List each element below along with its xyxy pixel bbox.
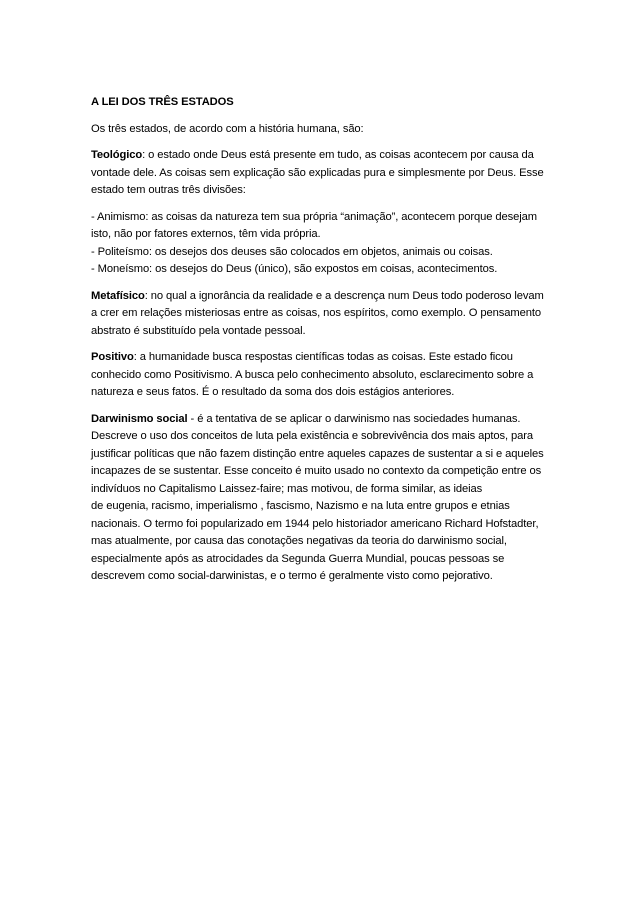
term-metafisico: Metafísico [91, 289, 145, 302]
paragraph-line: natureza e seus fatos. É o resultado da soma dos dois estágios anteriores. [91, 386, 455, 398]
paragraph-line: Positivo: a humanidade busca respostas científicas todas as coisas. Este estado ficou [91, 351, 513, 363]
paragraph-line: estado tem outras três divisões: [91, 184, 246, 196]
paragraph-line: de eugenia, racismo, imperialismo , fascismo, Nazismo e na luta entre grupos e etnias [91, 500, 510, 512]
paragraph-line: indivíduos no Capitalismo Laissez-faire; mas motivou, de forma similar, as ideias [91, 482, 483, 495]
teologico-paragraph [91, 147, 591, 200]
paragraph-line: abstrato é substituído pela vontade pessoal. [91, 324, 306, 337]
paragraph-line: Teológico: o estado onde Deus está presente em tudo, as coisas acontecem por causa da [91, 149, 534, 161]
metafisico-paragraph [91, 288, 591, 341]
paragraph-line: incapazes de se sustentar. Esse conceito é muito usado no contexto da competição entre os [91, 465, 542, 477]
paragraph-line: - Moneísmo: os desejos do Deus (único), são expostos em coisas, acontecimentos. [91, 263, 498, 275]
paragraph-line: isto, não por fatores externos, têm vida própria. [91, 228, 321, 240]
darwinismo-paragraph [91, 411, 591, 586]
paragraph-line: Metafísico: no qual a ignorância da realidade e a descrença num Deus todo poderoso levam [91, 289, 544, 302]
paragraph-line: Darwinismo social - é a tentativa de se aplicar o darwinismo nas sociedades humanas. [91, 412, 521, 425]
paragraph-line: a crer em relações misteriosas entre as coisas, nos espíritos, como exemplo. O pensamento [91, 307, 541, 319]
divisoes-paragraph [91, 209, 591, 279]
paragraph-line: justificar políticas que não fazem distinção entre aqueles capazes de sustentar a si e aqueles [91, 447, 544, 460]
term-teologico: Teológico [91, 149, 143, 161]
paragraph-line: nacionais. O termo foi popularizado em 1944 pelo historiador americano Richard Hofstadter, [91, 517, 539, 530]
paragraph-line: - Politeísmo: os desejos dos deuses são colocados em objetos, animais ou coisas. [91, 245, 493, 258]
positivo-paragraph [91, 349, 591, 402]
page-title: A LEI DOS TRÊS ESTADOS [91, 96, 234, 108]
intro-paragraph: Os três estados, de acordo com a história humana, são: [91, 122, 364, 135]
paragraph-line: especialmente após as atrocidades da Segunda Guerra Mundial, poucas pessoas se [91, 552, 505, 565]
term-darwinismo-social: Darwinismo social [91, 412, 188, 425]
paragraph-line: descrevem como social-darwinistas, e o termo é geralmente visto como pejorativo. [91, 570, 493, 582]
paragraph-line: Descreve o uso dos conceitos de luta pela existência e sobrevivência dos mais aptos, para [91, 430, 533, 442]
paragraph-line: mas atualmente, por causa das conotações negativas da teoria do darwinismo social, [91, 535, 507, 547]
document-body [91, 94, 591, 595]
paragraph-line: vontade dele. As coisas sem explicação são explicadas pura e simplesmente por Deus. Esse [91, 166, 544, 179]
term-positivo: Positivo [91, 351, 134, 363]
paragraph-line: - Animismo: as coisas da natureza tem sua própria “animação”, acontecem porque desejam [91, 210, 537, 223]
paragraph-line: conhecido como Positivismo. A busca pelo conhecimento absoluto, esclarecimento sobre a [91, 368, 534, 381]
